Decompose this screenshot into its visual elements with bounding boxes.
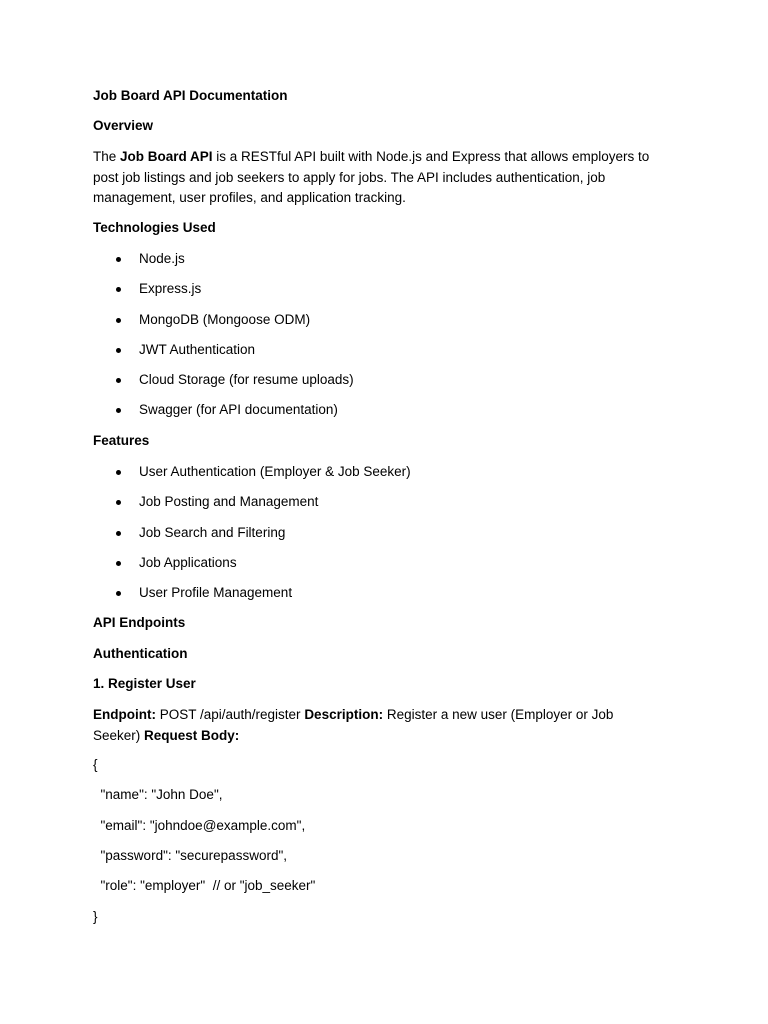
list-item (93, 553, 673, 583)
technology-label: Express.js (139, 281, 202, 297)
feature-label: User Profile Management (139, 585, 293, 601)
code-line: "name": "John Doe", (93, 787, 223, 802)
request-body-label: Request Body: (144, 727, 240, 743)
feature-label: Job Posting and Management (139, 494, 319, 510)
register-endpoint-paragraph (93, 705, 653, 746)
list-item (93, 370, 673, 400)
bullet-icon (116, 561, 121, 566)
endpoint-value: POST /api/auth/register (155, 707, 305, 722)
list-item (93, 523, 673, 553)
features-heading: Features (93, 433, 150, 448)
technology-label: MongoDB (Mongoose ODM) (139, 311, 311, 327)
bullet-icon (116, 591, 121, 596)
overview-text-pre: The (93, 149, 121, 164)
bullet-icon (116, 348, 121, 353)
code-line: { (93, 757, 98, 772)
code-line: } (93, 909, 98, 924)
overview-text-bold: Job Board API (120, 149, 213, 164)
overview-heading: Overview (93, 118, 154, 133)
bullet-icon (116, 257, 121, 262)
code-line: "password": "securepassword", (93, 848, 287, 863)
bullet-icon (116, 318, 121, 323)
api-endpoints-heading: API Endpoints (93, 615, 186, 630)
features-list (93, 462, 673, 613)
technology-label: Cloud Storage (for resume uploads) (139, 372, 354, 388)
technology-label: Node.js (139, 251, 185, 266)
technologies-heading: Technologies Used (93, 220, 216, 235)
technologies-list (93, 249, 673, 431)
code-line: "email": "johndoe@example.com", (93, 818, 306, 833)
feature-label: User Authentication (Employer & Job Seeker) (139, 464, 411, 479)
overview-text-post: is a RESTful API built with Node.js and Express that allows employers to post job listings and job seekers to apply for jobs. The API includes authentication, job management, user profiles, and application tracking. (93, 149, 650, 205)
description-label: Description: (304, 707, 384, 722)
overview-paragraph (93, 147, 665, 209)
list-item (93, 279, 673, 309)
bullet-icon (116, 378, 121, 383)
bullet-icon (116, 500, 121, 505)
bullet-icon (116, 470, 121, 475)
list-item (93, 340, 673, 370)
list-item (93, 310, 673, 340)
feature-label: Job Applications (139, 554, 237, 570)
bullet-icon (116, 287, 121, 292)
description-value: Register a new user (Employer or Job Seeker) (93, 707, 614, 743)
technology-label: Swagger (for API documentation) (139, 402, 338, 418)
list-item (93, 492, 673, 522)
list-item (93, 400, 673, 430)
bullet-icon (116, 408, 121, 413)
endpoint-label: Endpoint: (93, 707, 156, 722)
bullet-icon (116, 531, 121, 536)
document-title: Job Board API Documentation (93, 88, 288, 103)
feature-label: Job Search and Filtering (139, 524, 286, 540)
list-item (93, 583, 673, 613)
list-item (93, 462, 673, 492)
code-line: "role": "employer" // or "job_seeker" (93, 878, 316, 893)
technology-label: JWT Authentication (139, 341, 256, 357)
list-item (93, 249, 673, 279)
authentication-heading: Authentication (93, 646, 188, 661)
register-user-heading: 1. Register User (93, 676, 196, 691)
